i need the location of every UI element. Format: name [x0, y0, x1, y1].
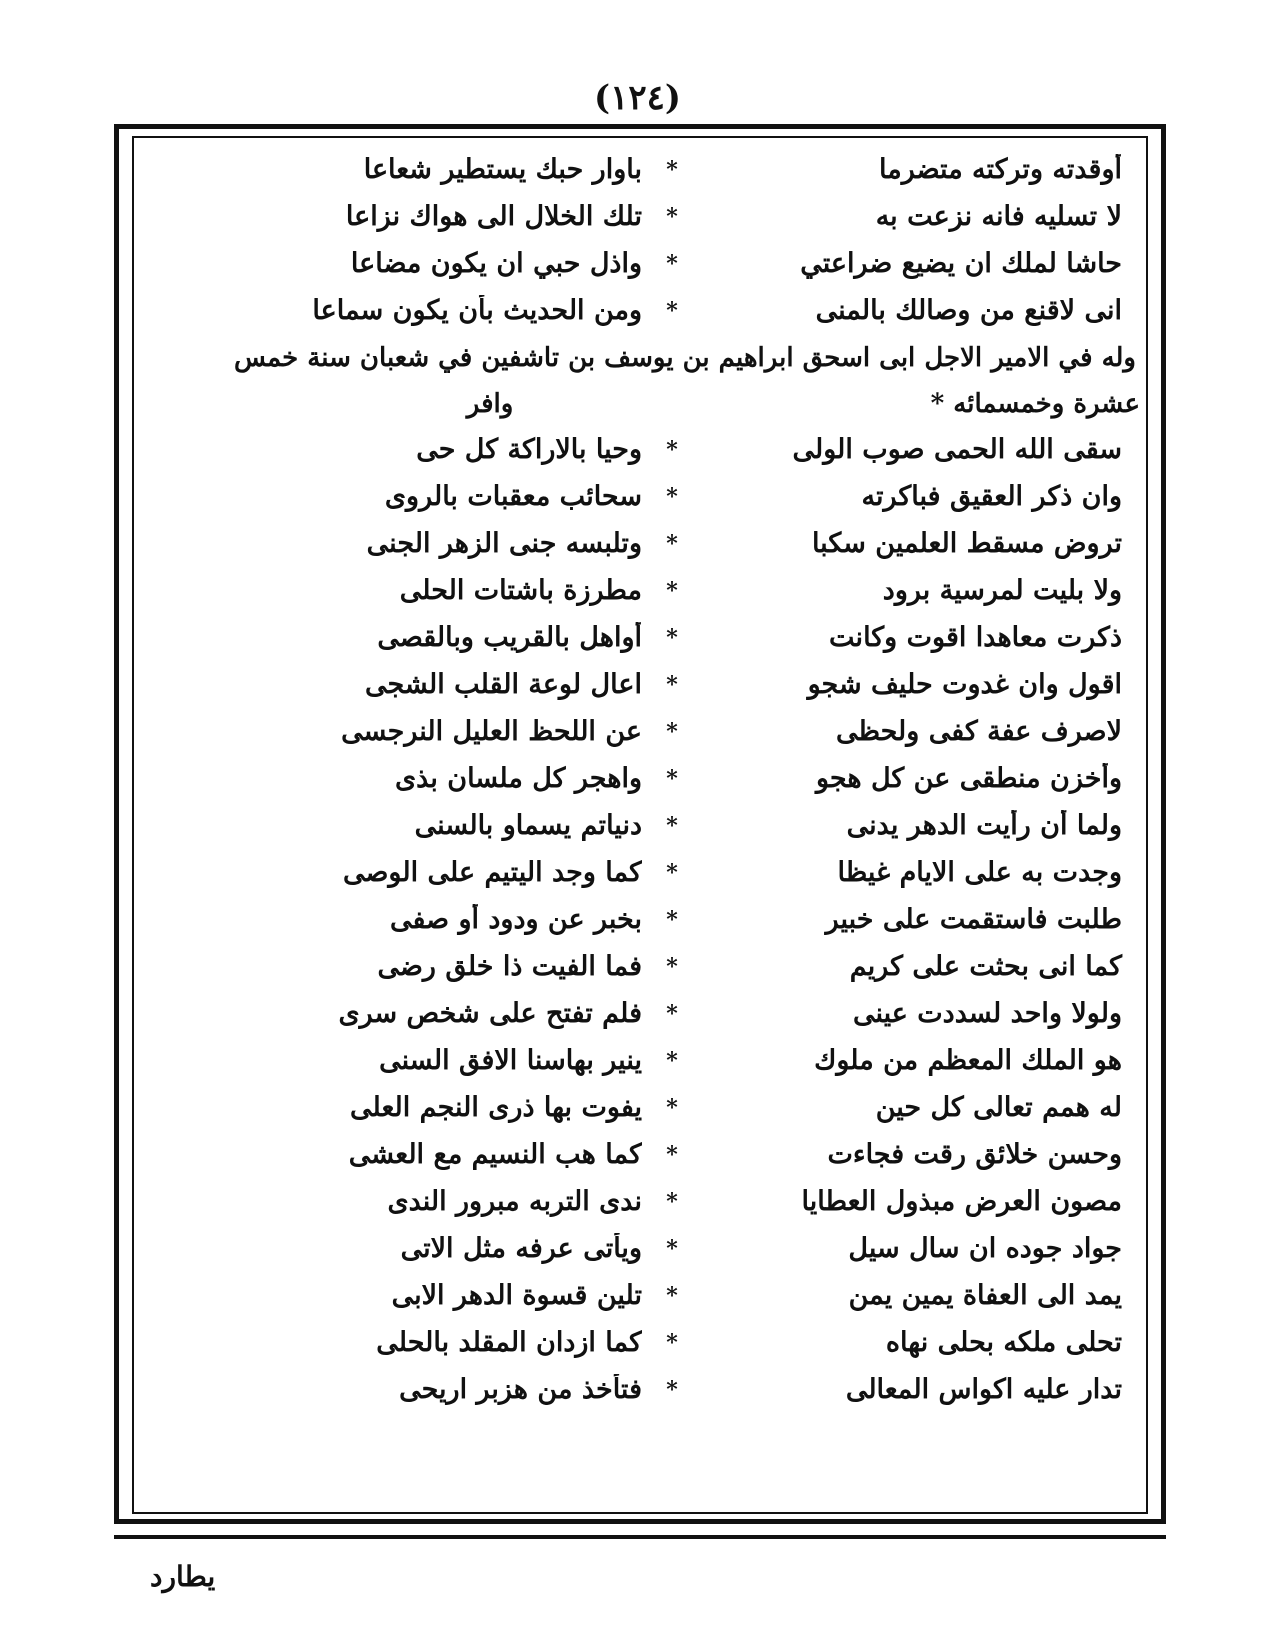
verse-group-top — [140, 146, 1140, 334]
heading-prose-text: عشرة وخمسمائه — [953, 389, 1140, 419]
page-number: (١٢٤) — [594, 78, 681, 118]
verse-first-hemistich: ولا بليت لمرسية برود — [882, 575, 1122, 606]
verse-separator-star: * — [666, 577, 678, 604]
verse-second-hemistich: وحيا بالاراكة كل حى — [416, 434, 642, 465]
verse-line — [140, 708, 1140, 755]
verse-line — [140, 1366, 1140, 1413]
verse-second-hemistich: دنياتم يسماو بالسنى — [414, 810, 642, 841]
verse-separator-star: * — [666, 156, 678, 183]
verse-line — [140, 567, 1140, 614]
verse-second-hemistich: بخبر عن ودود أو صفى — [389, 904, 642, 935]
verse-separator-star: * — [666, 203, 678, 230]
verse-first-hemistich: وأخزن منطقى عن كل هجو — [815, 763, 1122, 794]
verse-second-hemistich: ندى التربه مبرور الندى — [387, 1186, 642, 1217]
verse-second-hemistich: تلك الخلال الى هواك نزاعا — [345, 201, 642, 232]
verse-separator-star: * — [666, 953, 678, 980]
verse-second-hemistich: أواهل بالقريب وبالقصى — [377, 622, 642, 653]
verse-first-hemistich: طلبت فاستقمت على خبير — [825, 904, 1122, 935]
verse-first-hemistich: تحلى ملكه بحلى نهاه — [885, 1327, 1122, 1358]
verse-line — [140, 1037, 1140, 1084]
verse-line — [140, 614, 1140, 661]
verse-second-hemistich: كما وجد اليتيم على الوصى — [343, 857, 642, 888]
verse-separator-star: * — [666, 812, 678, 839]
verse-separator-star: * — [666, 1282, 678, 1309]
verse-second-hemistich: ومن الحديث بأن يكون سماعا — [312, 295, 642, 326]
verse-separator-star: * — [666, 1376, 678, 1403]
verse-second-hemistich: كما هب النسيم مع العشى — [348, 1139, 642, 1170]
verse-separator-star: * — [666, 297, 678, 324]
verse-first-hemistich: مصون العرض مبذول العطايا — [801, 1186, 1122, 1217]
verse-separator-star: * — [666, 530, 678, 557]
verse-separator-star: * — [666, 1235, 678, 1262]
verse-second-hemistich: فلم تفتح على شخص سرى — [338, 998, 642, 1029]
verse-line — [140, 287, 1140, 334]
verse-second-hemistich: تلين قسوة الدهر الابى — [391, 1280, 642, 1311]
verse-second-hemistich: وتلبسه جنى الزهر الجنى — [366, 528, 642, 559]
verse-separator-star: * — [666, 906, 678, 933]
verse-first-hemistich: اقول وان غدوت حليف شجو — [807, 669, 1122, 700]
verse-second-hemistich: ينير بهاسنا الافق السنى — [379, 1045, 642, 1076]
verse-first-hemistich: تدار عليه اكواس المعالى — [845, 1374, 1122, 1405]
verse-separator-star: * — [666, 436, 678, 463]
verse-second-hemistich: واذل حبي ان يكون مضاعا — [350, 248, 642, 279]
verse-separator-star: * — [666, 1047, 678, 1074]
verse-first-hemistich: كما انى بحثت على كريم — [849, 951, 1122, 982]
verse-first-hemistich: تروض مسقط العلمين سكبا — [811, 528, 1122, 559]
verse-line — [140, 990, 1140, 1037]
verse-line — [140, 1084, 1140, 1131]
verse-first-hemistich: جواد جوده ان سال سيل — [848, 1233, 1122, 1264]
verse-separator-star: * — [666, 765, 678, 792]
verse-separator-star: * — [666, 1094, 678, 1121]
verse-second-hemistich: عن اللحظ العليل النرجسى — [341, 716, 642, 747]
verse-second-hemistich: كما ازدان المقلد بالحلى — [376, 1327, 642, 1358]
verse-line — [140, 520, 1140, 567]
verse-first-hemistich: ذكرت معاهدا اقوت وكانت — [829, 622, 1122, 653]
verse-line — [140, 755, 1140, 802]
verse-separator-star: * — [666, 1000, 678, 1027]
verse-separator-star: * — [666, 250, 678, 277]
verse-first-hemistich: يمد الى العفاة يمين يمن — [848, 1280, 1122, 1311]
verse-first-hemistich: لاصرف عفة كفى ولحظى — [835, 716, 1122, 747]
meter-name: وافر — [466, 389, 514, 419]
verse-first-hemistich: ولولا واحد لسددت عينى — [852, 998, 1122, 1029]
verse-first-hemistich: وان ذكر العقيق فباكرته — [861, 481, 1122, 512]
verse-separator-star: * — [666, 624, 678, 651]
verse-first-hemistich: حاشا لملك ان يضيع ضراعتي — [800, 248, 1122, 279]
verse-second-hemistich: فما الفيت ذا خلق رضى — [377, 951, 642, 982]
verse-first-hemistich: لا تسليه فانه نزعت به — [875, 201, 1122, 232]
verse-second-hemistich: مطرزة باشتات الحلى — [399, 575, 642, 606]
verse-separator-star: * — [666, 1188, 678, 1215]
verse-line — [140, 896, 1140, 943]
verse-second-hemistich: ويأتى عرفه مثل الاتى — [400, 1233, 642, 1264]
verse-second-hemistich: فتأخذ من هزبر اريحى — [399, 1374, 642, 1405]
verse-separator-star: * — [666, 859, 678, 886]
verse-line — [140, 193, 1140, 240]
verse-second-hemistich: باوار حبك يستطير شعاعا — [363, 154, 642, 185]
verse-separator-star: * — [666, 1141, 678, 1168]
verse-line — [140, 1225, 1140, 1272]
bottom-rule — [114, 1535, 1166, 1539]
verse-second-hemistich: واهجر كل ملسان بذى — [395, 763, 642, 794]
verse-line — [140, 1178, 1140, 1225]
poem-text — [140, 146, 1140, 1413]
verse-separator-star: * — [666, 671, 678, 698]
verse-line — [140, 802, 1140, 849]
heading-prose-line-2 — [140, 382, 1140, 426]
verse-second-hemistich: يفوت بها ذرى النجم العلى — [350, 1092, 642, 1123]
verse-group-main — [140, 426, 1140, 1413]
verse-first-hemistich: انى لاقنع من وصالك بالمنى — [815, 295, 1122, 326]
verse-separator-star: * — [930, 389, 945, 419]
verse-line — [140, 426, 1140, 473]
verse-first-hemistich: وحسن خلائق رقت فجاءت — [827, 1139, 1122, 1170]
verse-line — [140, 661, 1140, 708]
verse-first-hemistich: ولما أن رأيت الدهر يدنى — [846, 810, 1122, 841]
heading-prose-line-1: وله في الامير الاجل ابى اسحق ابراهيم بن يوسف بن تاشفين في شعبان سنة خمس — [234, 343, 1136, 373]
verse-first-hemistich: سقى الله الحمى صوب الولى — [792, 434, 1122, 465]
verse-first-hemistich: أوقدته وتركته متضرما — [879, 154, 1122, 185]
catchword: يطارد — [150, 1560, 216, 1593]
verse-second-hemistich: اعال لوعة القلب الشجى — [364, 669, 642, 700]
verse-second-hemistich: سحائب معقبات بالروى — [384, 481, 642, 512]
verse-line — [140, 1272, 1140, 1319]
verse-line — [140, 1319, 1140, 1366]
verse-line — [140, 240, 1140, 287]
verse-line — [140, 943, 1140, 990]
verse-separator-star: * — [666, 718, 678, 745]
verse-line — [140, 473, 1140, 520]
verse-first-hemistich: وجدت به على الايام غيظا — [837, 857, 1122, 888]
verse-separator-star: * — [666, 1329, 678, 1356]
verse-line — [140, 146, 1140, 193]
verse-separator-star: * — [666, 483, 678, 510]
heading-prose-end — [840, 389, 1140, 419]
verse-first-hemistich: هو الملك المعظم من ملوك — [814, 1045, 1122, 1076]
verse-first-hemistich: له همم تعالى كل حين — [875, 1092, 1122, 1123]
verse-line — [140, 1131, 1140, 1178]
verse-line — [140, 849, 1140, 896]
